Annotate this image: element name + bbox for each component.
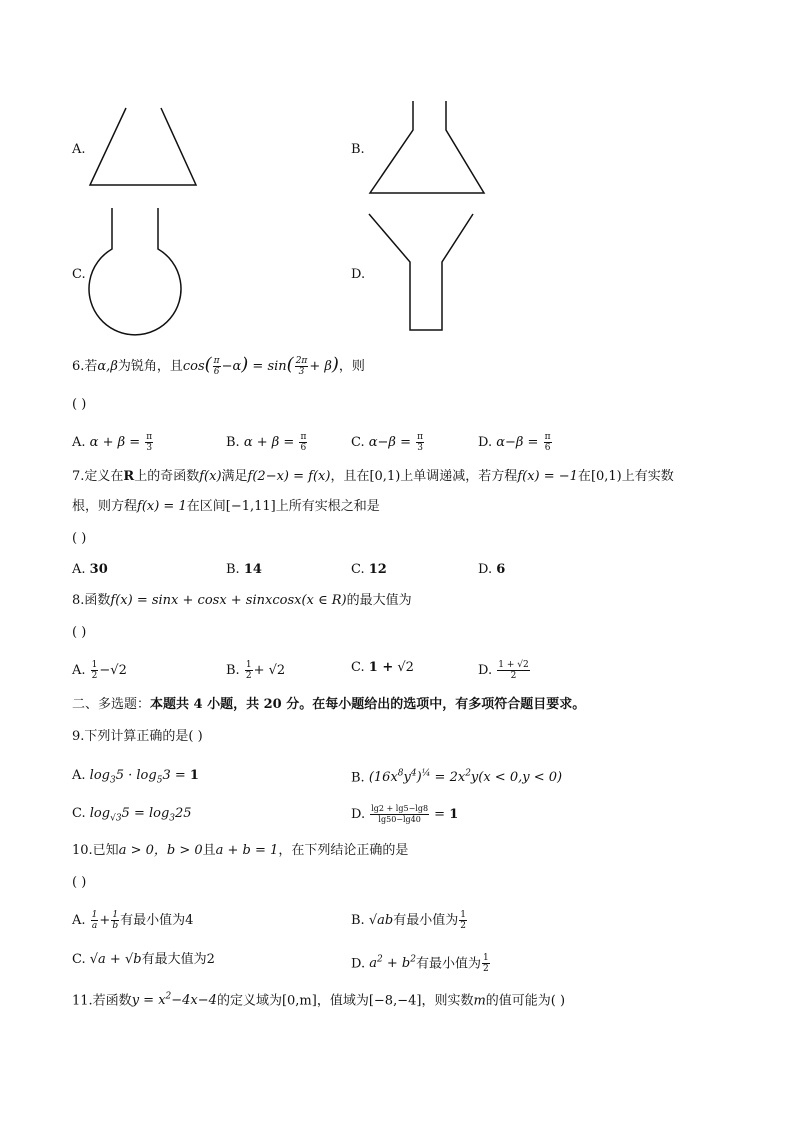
figure-b-flask: [368, 100, 488, 196]
q10-option-d[interactable]: D. $a^2 + b^2$有最小值为 $\frac{1}{2}$: [351, 953, 489, 975]
option-d-label: D.: [351, 267, 366, 282]
option-c-label: C.: [72, 267, 86, 282]
q7-option-c[interactable]: C. 12: [351, 562, 387, 577]
figure-c-round-flask: [86, 207, 186, 339]
q8-stem: 8.函数f(x) = sinx + cosx + sinxcosx(x ∈ R)的最大值为: [72, 593, 412, 608]
q7-stem-line2: 根，则方程f(x) = 1在区间[−1,11]上所有实根之和是: [72, 499, 380, 514]
q10-option-c[interactable]: C. √a + √b有最大值为2: [72, 952, 215, 967]
q6-option-a[interactable]: A. α + β = $\frac{\pi}{3}$: [72, 432, 153, 453]
q8-option-c[interactable]: C. 1 + √2: [351, 660, 414, 675]
option-a-label: A.: [72, 142, 86, 157]
q7-option-d[interactable]: D. 6: [478, 562, 506, 577]
q8-option-b[interactable]: B. $\frac{1}{2}$ + √2: [226, 660, 286, 681]
q11-stem: 11.若函数$y = x^2-4x-4$的定义域为[0,m]，值域为[−8,−4]，则实数m的值可能为( ): [72, 992, 566, 1009]
section-heading: 二、多选题：本题共 4 小题，共 20 分。在每小题给出的选项中，有多项符合题目要求。: [72, 697, 586, 712]
q10-option-a[interactable]: A. $\frac{1}{a}$ + $\frac{1}{b}$ 有最小值为4: [72, 910, 194, 931]
q9-option-d[interactable]: D. $\frac{\lg 2 + \lg 5-\lg 8}{\lg 50-\lg 40}$ = 1: [351, 804, 459, 824]
q6-answer-paren: ( ): [72, 397, 87, 412]
q7-option-b[interactable]: B. 14: [226, 562, 262, 577]
option-b-label: B.: [351, 142, 365, 157]
q10-stem: 10.已知a > 0，b > 0且a + b = 1，在下列结论正确的是: [72, 843, 409, 858]
figure-d-funnel: [367, 212, 477, 334]
q8-option-a[interactable]: A. $\frac{1}{2}$ −√2: [72, 660, 127, 681]
q7-stem-line1: 7.定义在R上的奇函数f(x)满足f(2−x) = f(x)，且在[0,1)上单调递减，若方程f(x) = −1在[0,1)上有实数: [72, 469, 674, 484]
q6-option-d[interactable]: D. α−β = $\frac{\pi}{6}$: [478, 432, 551, 453]
q7-answer-paren: ( ): [72, 531, 87, 546]
figure-a-cone: [88, 106, 198, 188]
q9-stem: 9.下列计算正确的是( ): [72, 729, 203, 744]
q6-stem: 6.若α,β为锐角，且cos( $\frac{\pi}{6}$ −α) = sin( $\frac{2\pi}{3}$ + β)，则: [72, 354, 365, 377]
q9-option-c[interactable]: C. $\log_{√3}5 = \log_325$: [72, 806, 192, 824]
q10-answer-paren: ( ): [72, 875, 87, 890]
q7-option-a[interactable]: A. 30: [72, 562, 108, 577]
q9-option-b[interactable]: B. $(16x^8y^4)^{\frac{1}{4}} = 2x^2y(x < 0,y < 0)$: [351, 769, 563, 786]
q9-option-a[interactable]: A. $\log_35 \cdot \log_53 = 1$: [72, 768, 199, 786]
q8-option-d[interactable]: D. $\frac{1 + √2}{2}$: [478, 660, 529, 681]
q8-answer-paren: ( ): [72, 625, 87, 640]
q6-option-b[interactable]: B. α + β = $\frac{\pi}{6}$: [226, 432, 307, 453]
q6-option-c[interactable]: C. α−β = $\frac{\pi}{3}$: [351, 432, 424, 453]
q10-option-b[interactable]: B. √ab有最小值为 $\frac{1}{2}$: [351, 910, 466, 931]
